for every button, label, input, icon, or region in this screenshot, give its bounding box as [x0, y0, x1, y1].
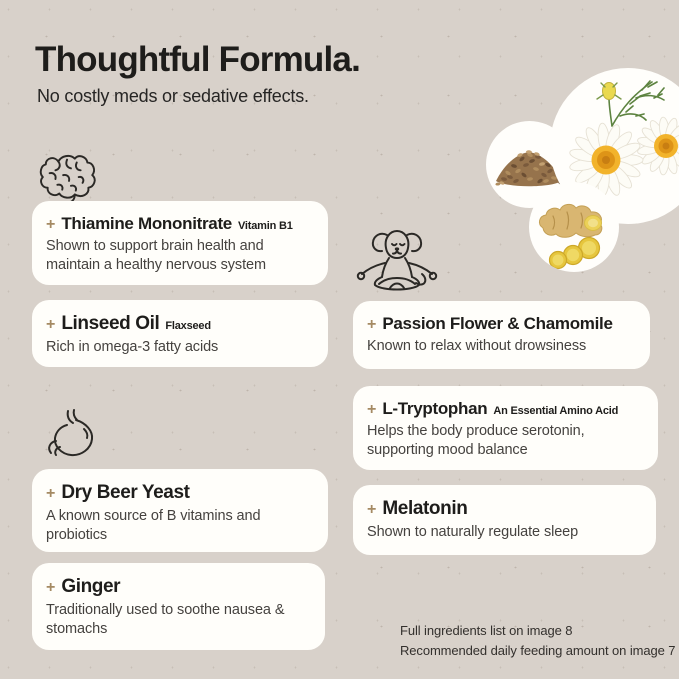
ginger-root-illustration — [529, 182, 619, 272]
card-title-row — [46, 576, 312, 598]
card-title-row — [367, 399, 645, 419]
card-title: Thiamine Mononitrate — [61, 214, 232, 233]
ingredient-card-ginger — [32, 563, 325, 650]
brain-icon — [38, 153, 100, 205]
plus-icon: + — [46, 579, 56, 596]
card-title: Dry Beer Yeast — [61, 482, 190, 503]
card-description: A known source of B vitamins and probiotics — [46, 508, 261, 544]
plus-icon: + — [46, 316, 56, 333]
stomach-icon — [40, 408, 100, 464]
plus-icon: + — [367, 401, 377, 418]
ingredient-card-linseed — [32, 300, 328, 367]
plus-icon: + — [367, 501, 377, 518]
ingredient-card-l-tryptophan — [353, 386, 658, 470]
plus-icon: + — [46, 216, 56, 233]
card-title-row — [46, 313, 315, 335]
card-description: Shown to naturally regulate sleep — [367, 524, 579, 540]
card-title: Passion Flower & Chamomile — [382, 314, 613, 333]
card-tag: An Essential Amino Acid — [493, 405, 619, 417]
card-description: Traditionally used to soothe nausea & stomachs — [46, 602, 285, 638]
card-title-row — [46, 214, 315, 234]
card-title-row — [367, 498, 643, 520]
footnote-feeding: Recommended daily feeding amount on image 7 — [400, 643, 676, 658]
plus-icon: + — [46, 485, 56, 502]
ingredient-card-dry-beer-yeast — [32, 469, 328, 552]
card-description: Helps the body produce serotonin, supporting mood balance — [367, 423, 585, 459]
ginger-photo-circle — [529, 182, 619, 272]
footnote-ingredients: Full ingredients list on image 8 — [400, 623, 573, 638]
card-title: Linseed Oil — [61, 313, 160, 334]
ingredient-card-passion-flower-chamomile — [353, 301, 650, 369]
card-description: Rich in omega-3 fatty acids — [46, 339, 219, 355]
card-title: Melatonin — [382, 498, 468, 519]
footnotes — [400, 621, 675, 661]
card-tag: Flaxseed — [165, 320, 211, 332]
ingredient-card-melatonin — [353, 485, 656, 555]
card-description: Known to relax without drowsiness — [367, 338, 587, 354]
card-title-row — [46, 482, 315, 504]
card-description: Shown to support brain health and maintain a healthy nervous system — [46, 238, 266, 274]
plus-icon: + — [367, 316, 377, 333]
card-title: Ginger — [61, 576, 121, 597]
ingredient-card-thiamine — [32, 201, 328, 285]
card-title: L-Tryptophan — [382, 399, 488, 418]
page-subtitle: No costly meds or sedative effects. — [37, 86, 309, 106]
page-title: Thoughtful Formula. — [35, 40, 361, 79]
card-title-row — [367, 314, 637, 334]
meditating-dog-icon — [352, 226, 442, 304]
card-tag: Vitamin B1 — [237, 220, 293, 232]
